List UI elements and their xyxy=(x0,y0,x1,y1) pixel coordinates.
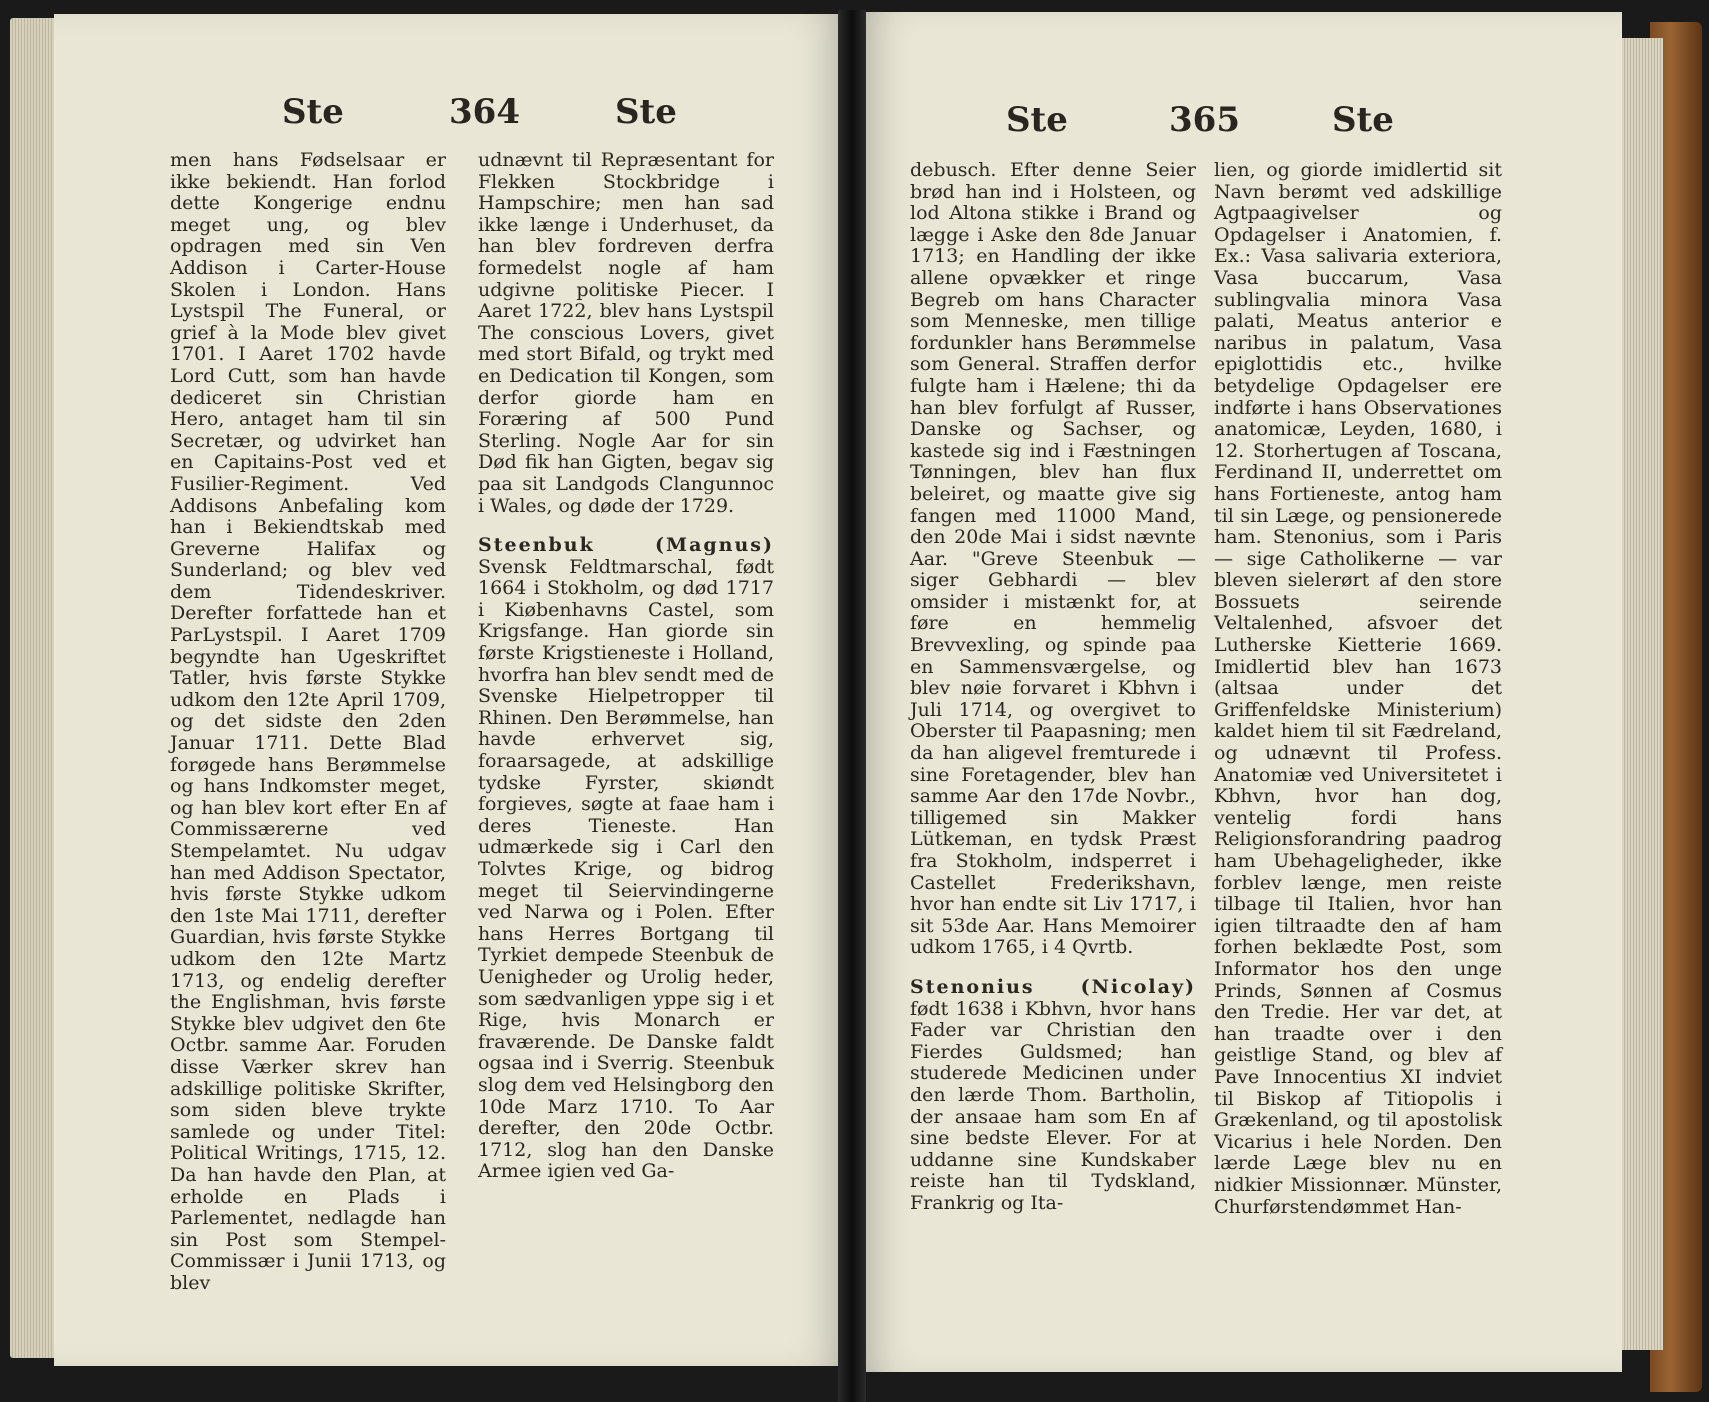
entry-text: født 1638 i Kbhvn, hvor hans Fader var Christian den Fierdes Guldsmed; han studerede Medicinen under den lærde Thom. Bartholin, der ansaae ham som En af sine bedste Elever. For at uddanne sine Kundskaber reiste han til Tydskland, Frankrig og Ita- xyxy=(910,997,1196,1214)
text-column xyxy=(910,160,1196,1220)
paragraph: lien, og giorde imidlertid sit Navn berømt ved adskillige Agtpaagivelser og Opdagelser i Anatomien, f. Ex.: Vasa salivaria exteriora, Vasa buccarum, Vasa sublingvalia minora Vasa palati, Meatus anterior e naribus in palatum, Vasa epiglottidis etc., hvilke betydelige Opdagelser ere indførte i hans Observationes anatomicæ, Leyden, 1680, i 12. Storhertugen af Toscana, Ferdinand II, underrettet om hans Fortieneste, antog ham til sin Læge, og pensionerede ham. Stenonius, som i Paris — sige Catholikerne — var bleven sielerørt af den store Bossuets seirende Veltalenhed, afsvoer det Lutherske Kietterie 1669. Imidlertid blev han 1673 (altsaa under det Griffenfeldske Ministerium) kaldet hiem til sit Fædreland, og udnævnt til Profess. Anatomiæ ved Universitetet i Kbhvn, hvor han dog, ventelig fordi hans Religionsforandring paadrog ham Ubehageligheder, ikke forblev længe, men reiste tilbage til Italien, hvor han igien tiltraadte den af ham forhen beklædte Post, som Informator hos den unge Prinds, Sønnen af Cosmus den Tredie. Her var det, at han traadte over i den geistlige Stand, og blev af Pave Innocentius XI indviet til Biskop af Titiopolis i Grækenland, og til apostolisk Vicarius i hele Norden. Den lærde Læge blev nu en nidkier Missionnær. Münster, Churførstendømmet Han- xyxy=(1214,159,1502,1218)
text-column xyxy=(478,150,774,1220)
left-page-edges xyxy=(10,18,58,1358)
header-right-word: Ste xyxy=(1332,100,1394,140)
entry-paragraph xyxy=(910,977,1196,1215)
text-column xyxy=(1214,160,1502,1220)
entry-text: Svensk Feldtmarschal, født 1664 i Stokholm, og død 1717 i Kiøbenhavns Castel, som Krigsfange. Han giorde sin første Krigstieneste i Holland, hvorfra han blev sendt med de Svenske Hielpetropper til Rhinen. Den Berømmelse, han havde erhvervet sig, foraarsagede, at adskillige tydske Fyrster, skiøndt forgieves, søgte at faae ham i deres Tieneste. Han udmærkede sig i Carl den Tolvtes Krige, og bidrog meget til Seiervindingerne ved Narwa og i Polen. Efter hans Herres Bortgang til Tyrkiet dempede Steenbuk de Uenigheder og Urolig heder, som sædvanligen yppe sig i et Rige, hvis Monarch er fraværende. De Danske faldt ogsaa ind i Sverrig. Steenbuk slog dem ved Helsingborg den 10de Marz 1710. To Aar derefter, den 20de Octbr. 1712, slog han den Danske Armee igien ved Ga- xyxy=(478,555,774,1183)
paragraph: debusch. Efter denne Seier brød han ind i Holsteen, og lod Altona stikke i Brand og lægge i Aske den 8de Januar 1713; en Handling der ikke allene opvækker et ringe Begreb om hans Character som Menneske, men tillige fordunkler hans Berømmelse som General. Straffen derfor fulgte ham i Hælene; thi da han blev forfulgt af Russer, Danske og Sachser, og kastede sig ind i Fæstningen Tønningen, blev han flux beleiret, og maatte give sig fangen med 11000 Mand, den 20de Mai i sidst nævnte Aar. "Greve Steenbuk — siger Gebhardi — blev omsider i mistænkt for, at føre en hemmelig Brevvexling, og spinde paa en Sammensværgelse, og blev nøie forvaret i Kbhvn i Juli 1714, og overgivet to Oberster til Paapasning; men da han aligevel fremturede i sine Foretagender, blev han samme Aar den 17de Novbr., tilligemed sin Makker Lütkeman, en tydsk Præst fra Stokholm, indsperret i Castellet Frederikshavn, hvor han endte sit Liv 1717, i sit 53de Aar. Hans Memoirer udkom 1765, i 4 Qvrtb. xyxy=(910,159,1196,959)
entry-headword: Stenonius (Nicolay) xyxy=(910,975,1196,998)
page-number: 365 xyxy=(1169,100,1240,140)
paragraph: udnævnt til Repræsentant for Flekken Stockbridge i Hampschire; men han sad ikke længe i Underhuset, da han blev fordreven derfra formedelst nogle af ham udgivne politiske Piecer. I Aaret 1722, blev hans Lystspil The conscious Lovers, givet med stort Bifald, og trykt med en Dedication til Kongen, som derfor giorde ham en Foræring af 500 Pund Sterling. Nogle Aar for sin Død fik han Gigten, begav sig paa sit Landgods Clangunnoc i Wales, og døde der 1729. xyxy=(478,149,774,517)
entry-paragraph xyxy=(478,535,774,1183)
left-page xyxy=(54,14,844,1366)
entry-headword: Steenbuk (Magnus) xyxy=(478,534,774,557)
gutter xyxy=(838,10,866,1402)
right-page xyxy=(862,12,1622,1372)
page-number: 364 xyxy=(449,92,520,132)
right-page-edges xyxy=(1615,38,1663,1350)
paragraph: men hans Fødselsaar er ikke bekiendt. Han forlod dette Kongerige endnu meget ung, og blev opdragen med sin Ven Addison i Carter-House Skolen i London. Hans Lystspil The Funeral, or grief à la Mode blev givet 1701. I Aaret 1702 havde Lord Cutt, som han havde dediceret sin Christian Hero, antaget ham til sin Secretær, og udvirket han en Capitains-Post ved et Fusilier-Regiment. Ved Addisons Anbefaling kom han i Bekiendtskab med Greverne Halifax og Sunderland; og blev ved dem Tidendeskriver. Derefter forfattede han et ParLystspil. I Aaret 1709 begyndte han Ugeskriftet Tatler, hvis første Stykke udkom den 12te April 1709, og det sidste den 2den Januar 1711. Dette Blad forøgede hans Berømmelse og hans Indkomster meget, og han blev kort efter En af Commissærerne ved Stempelamtet. Nu udgav han med Addison Spectator, hvis første Stykke udkom den 1ste Mai 1711, derefter Guardian, hvis første Stykke udkom den 12te Martz 1713, og endelig derefter the Englishman, hvis første Stykke blev udgivet den 6te Octbr. samme Aar. Foruden disse Værker skrev han adskillige politiske Skrifter, som siden bleve trykte samlede og under Titel: Political Writings, 1715, 12. Da han havde den Plan, at erholde en Plads i Parlementet, nedlagde han sin Post som Stempel-Commissær i Junii 1713, og blev xyxy=(170,149,446,1294)
header-left-word: Ste xyxy=(1006,100,1068,140)
header-left-word: Ste xyxy=(282,92,344,132)
header-right-word: Ste xyxy=(615,92,677,132)
text-column xyxy=(170,149,446,1294)
